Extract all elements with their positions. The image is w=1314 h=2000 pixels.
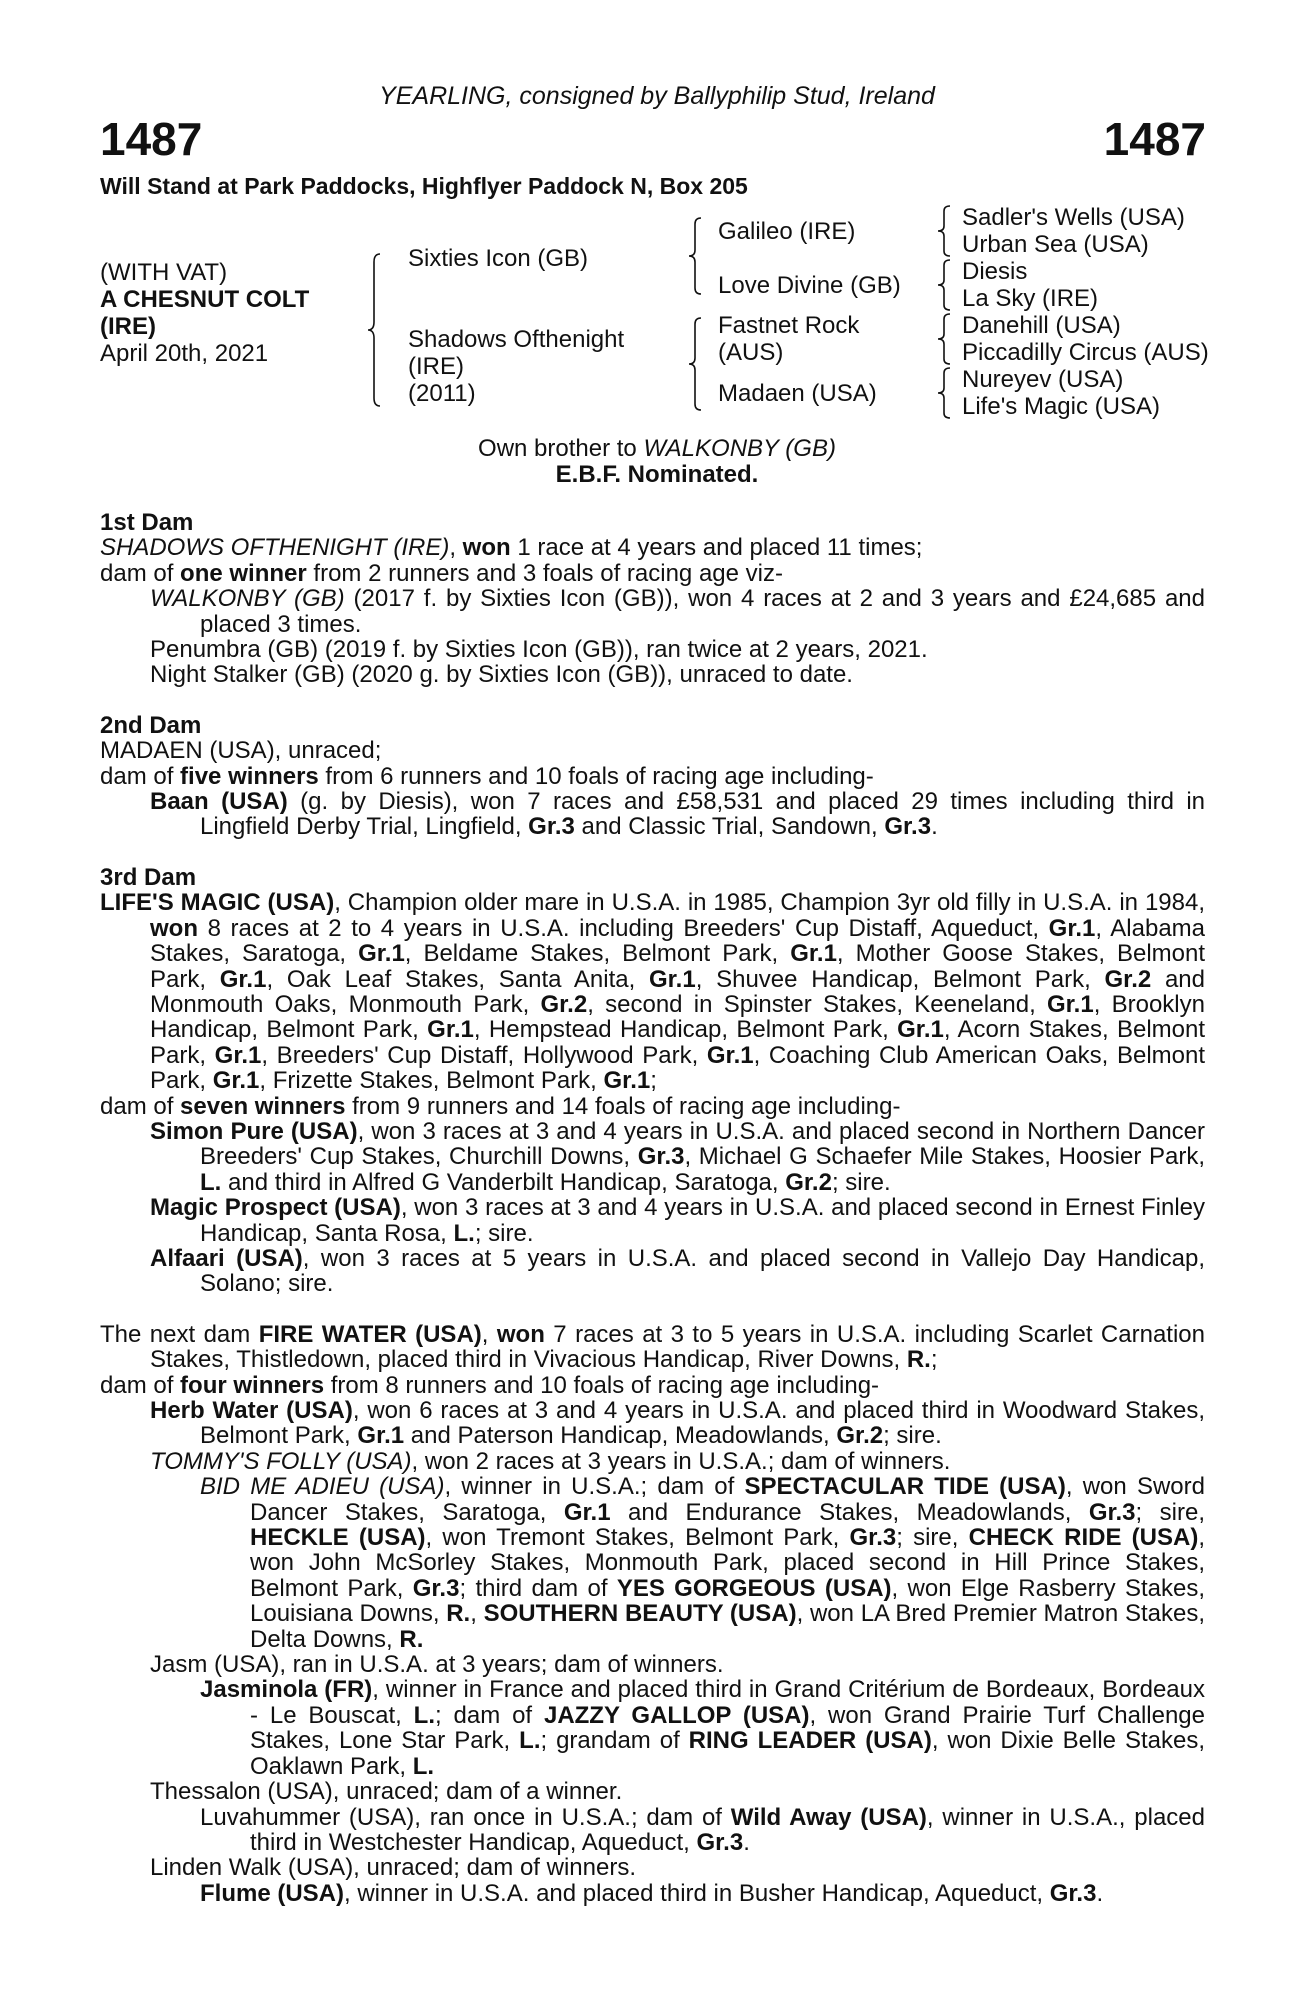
- bold-text-run: Gr.1: [790, 940, 837, 968]
- text-run: .: [931, 813, 938, 841]
- text-run: 7 races at 3 to 5 years in U.S.A. including Scarlet Carnation Stakes, Thistledown, placed third in Vivacious Handicap, River Downs,: [150, 1320, 1205, 1374]
- text-run: , Brooklyn Handicap, Belmont Park,: [150, 990, 1205, 1044]
- text-run: dam of: [100, 1371, 181, 1399]
- second-dam-record: [100, 738, 1205, 763]
- bold-text-run: L.: [412, 1752, 435, 1780]
- text-run: , winner in U.S.A. and placed third in Busher Handicap, Aqueduct,: [344, 1879, 1050, 1907]
- text-run: , winner in U.S.A., placed third in Westchester Handicap, Aqueduct,: [250, 1803, 1205, 1856]
- bold-text-run: Gr.1: [1048, 914, 1096, 942]
- second-dam-produce-item: [100, 789, 1205, 840]
- text-run: from 9 runners and 14 foals of racing age including-: [345, 1092, 901, 1120]
- text-run: Jasm (USA), ran in U.S.A. at 3 years; dam of winners.: [150, 1651, 724, 1679]
- next-dam-produce-item: [100, 1779, 1205, 1804]
- pedigree-bracket-galileo: [940, 204, 954, 258]
- text-run: , won Sword Dancer Stakes, Saratoga,: [250, 1473, 1205, 1526]
- next-dam-record: [100, 1322, 1205, 1373]
- text-run: ; sire,: [1135, 1498, 1206, 1526]
- text-run: , Hempstead Handicap, Belmont Park,: [473, 1016, 898, 1044]
- pedigree-sire-sire: Galileo (IRE): [718, 218, 856, 245]
- pedigree-dam-country: (IRE): [408, 353, 464, 380]
- bold-text-run: Gr.1: [649, 965, 696, 993]
- text-run: Linden Walk (USA), unraced; dam of winners.: [150, 1854, 636, 1882]
- pedigree-g3-5: Danehill (USA): [962, 312, 1121, 339]
- bold-text-run: Gr.2: [1104, 965, 1152, 993]
- pedigree-g3-7: Nureyev (USA): [962, 366, 1124, 393]
- text-run: , won 2 races at 3 years in U.S.A.; dam of winners.: [411, 1447, 951, 1475]
- text-run: , winner in U.S.A.; dam of: [444, 1473, 745, 1501]
- pedigree-bracket-madaen: [940, 366, 954, 420]
- bold-text-run: LIFE'S MAGIC (USA): [100, 889, 335, 917]
- italic-text-run: TOMMY'S FOLLY (USA): [150, 1447, 412, 1475]
- text-run: ;: [650, 1067, 657, 1095]
- text-run: , second in Spinster Stakes, Keeneland,: [587, 990, 1047, 1018]
- bold-text-run: Gr.3: [528, 813, 575, 841]
- bold-text-run: Gr.3: [1049, 1879, 1097, 1907]
- next-dam-produce-item: [100, 1474, 1205, 1652]
- bold-text-run: Gr.1: [212, 1067, 260, 1095]
- text-run: , Coaching Club American Oaks, Belmont Park,: [150, 1041, 1206, 1095]
- pedigree-sire: Sixties Icon (GB): [408, 245, 589, 272]
- text-run: , Mother Goose Stakes, Belmont Park,: [150, 940, 1206, 993]
- text-run: dam of: [100, 559, 181, 587]
- text-run: , won Grand Prairie Turf Challenge Stakes, Lone Star Park,: [250, 1701, 1206, 1755]
- bold-text-run: Gr.1: [357, 1422, 405, 1450]
- next-dam-produce-item: [100, 1855, 1205, 1880]
- text-run: Thessalon (USA), unraced; dam of a winner.: [150, 1778, 623, 1806]
- italic-text-run: WALKONBY (GB): [150, 585, 345, 613]
- first-dam-produce-summary: [100, 561, 1205, 586]
- bold-text-run: Flume (USA): [200, 1879, 344, 1907]
- text-run: , won Dixie Belle Stakes, Oaklawn Park,: [250, 1727, 1205, 1780]
- bold-text-run: Gr.1: [427, 1016, 474, 1044]
- bold-text-run: CHECK RIDE (USA): [968, 1524, 1199, 1552]
- third-dam-produce-summary: [100, 1094, 1205, 1119]
- bold-text-run: Gr.3: [884, 813, 932, 841]
- third-dam-heading: 3rd Dam: [100, 863, 197, 891]
- bold-text-run: L.: [200, 1168, 222, 1196]
- bold-text-run: Gr.1: [219, 965, 267, 993]
- bold-text-run: FIRE WATER (USA): [258, 1320, 482, 1348]
- text-run: , won Elge Rasberry Stakes, Louisiana Downs,: [250, 1574, 1205, 1628]
- foaling-date: April 20th, 2021: [100, 340, 269, 367]
- pedigree-sire-dam: Love Divine (GB): [718, 272, 901, 299]
- bold-text-run: won: [150, 914, 198, 942]
- bold-text-run: YES GORGEOUS (USA): [616, 1574, 892, 1602]
- text-run: , Oak Leaf Stakes, Santa Anita,: [266, 965, 649, 993]
- text-run: ; sire.: [474, 1219, 534, 1247]
- italic-text-run: SHADOWS OFTHENIGHT (IRE): [100, 534, 450, 562]
- text-run: , Frizette Stakes, Belmont Park,: [259, 1067, 604, 1095]
- bold-text-run: won: [496, 1320, 545, 1348]
- text-run: , won 3 races at 3 and 4 years in U.S.A. and placed second in Ernest Finley Handicap, Santa Rosa,: [200, 1194, 1205, 1247]
- bold-text-run: one winner: [180, 559, 307, 587]
- text-run: (2017 f. by Sixties Icon (GB)), won 4 races at 2 and 3 years and £24,685 and placed 3 times.: [200, 585, 1205, 638]
- bold-text-run: Alfaari (USA): [150, 1244, 303, 1272]
- bold-text-run: Gr.1: [897, 1016, 944, 1044]
- bold-text-run: Gr.2: [836, 1422, 884, 1450]
- text-run: from 2 runners and 3 foals of racing age viz-: [306, 559, 783, 587]
- pedigree-bracket-sire: [691, 216, 707, 296]
- bold-text-run: R.: [446, 1600, 471, 1628]
- own-brother-prefix: Own brother to: [478, 435, 644, 462]
- bold-text-run: HECKLE (USA): [250, 1524, 426, 1552]
- bold-text-run: Simon Pure (USA): [150, 1117, 358, 1145]
- pedigree-g3-6: Piccadilly Circus (AUS): [962, 339, 1209, 366]
- text-run: from 8 runners and 10 foals of racing age including-: [324, 1371, 880, 1399]
- pedigree-dam-dam: Madaen (USA): [718, 380, 877, 407]
- pedigree-bracket-love-divine: [940, 258, 954, 312]
- text-run: ,: [481, 1320, 497, 1348]
- text-run: , Michael G Schaefer Mile Stakes, Hoosier Park,: [684, 1143, 1205, 1171]
- next-dam-produce-item: [100, 1805, 1205, 1856]
- second-dam-produce-summary: [100, 764, 1205, 789]
- bold-text-run: L.: [413, 1701, 435, 1729]
- text-run: The next dam: [100, 1320, 259, 1348]
- text-run: ; grandam of: [540, 1727, 689, 1755]
- text-run: , won 6 races at 3 and 4 years in U.S.A. and placed third in Woodward Stakes, Belmont Park,: [200, 1397, 1206, 1450]
- text-run: Penumbra (GB) (2019 f. by Sixties Icon (GB)), ran twice at 2 years, 2021.: [150, 636, 928, 664]
- text-run: , Alabama Stakes, Saratoga,: [150, 914, 1206, 968]
- text-run: ; dam of: [435, 1701, 544, 1729]
- pedigree-g3-1: Sadler's Wells (USA): [962, 204, 1185, 231]
- next-dam-produce-item: [100, 1677, 1205, 1779]
- bold-text-run: L.: [453, 1219, 475, 1247]
- third-dam-produce-item: [100, 1246, 1205, 1297]
- bold-text-run: five winners: [180, 762, 319, 790]
- pedigree-dam: Shadows Ofthenight: [408, 326, 625, 353]
- bold-text-run: Gr.1: [563, 1498, 611, 1526]
- pedigree-dam-sire-country: (AUS): [718, 339, 784, 366]
- text-run: ; sire,: [896, 1524, 969, 1552]
- stabling-location: Will Stand at Park Paddocks, Highflyer Paddock N, Box 205: [100, 173, 748, 199]
- pedigree-g3-4: La Sky (IRE): [962, 285, 1099, 312]
- bold-text-run: Gr.3: [696, 1828, 744, 1856]
- text-run: and third in Alfred G Vanderbilt Handicap, Saratoga,: [221, 1168, 786, 1196]
- text-run: , winner in France and placed third in Grand Critérium de Bordeaux, Bordeaux - Le Bouscat,: [250, 1676, 1205, 1729]
- text-run: ; sire.: [831, 1168, 891, 1196]
- text-run: ,: [449, 534, 463, 562]
- bold-text-run: Gr.1: [603, 1067, 651, 1095]
- pedigree-bracket-gen1: [370, 250, 390, 410]
- first-dam-produce-item: [100, 637, 1205, 662]
- text-run: MADAEN (USA), unraced;: [100, 737, 382, 765]
- text-run: , won 3 races at 3 and 4 years in U.S.A. and placed second in Northern Dancer Breeders' Cup Stakes, Churchill Downs,: [200, 1117, 1206, 1171]
- pedigree-g3-8: Life's Magic (USA): [962, 393, 1160, 420]
- own-brother-name: WALKONBY (GB): [643, 435, 836, 462]
- next-dam-produce-item: [100, 1652, 1205, 1677]
- first-dam-record: [100, 535, 1205, 560]
- text-run: ; sire.: [883, 1422, 942, 1450]
- text-run: ,: [470, 1600, 484, 1628]
- pedigree-dam-sire: Fastnet Rock: [718, 312, 860, 339]
- text-run: from 6 runners and 10 foals of racing age including-: [318, 762, 874, 790]
- bold-text-run: R.: [906, 1346, 931, 1374]
- bold-text-run: Baan (USA): [150, 788, 288, 816]
- bold-text-run: Gr.1: [1046, 990, 1094, 1018]
- text-run: (g. by Diesis), won 7 races and £58,531 and placed 29 times including third in Lingfield Derby Trial, Lingfield,: [200, 788, 1206, 841]
- bold-text-run: Gr.1: [214, 1041, 262, 1069]
- text-run: .: [1096, 1879, 1104, 1907]
- bold-text-run: Wild Away (USA): [730, 1803, 927, 1831]
- bold-text-run: JAZZY GALLOP (USA): [543, 1701, 810, 1729]
- pedigree-bracket-dam: [691, 316, 707, 412]
- bold-text-run: four winners: [180, 1371, 325, 1399]
- bold-text-run: SOUTHERN BEAUTY (USA): [483, 1600, 797, 1628]
- first-dam-heading: 1st Dam: [100, 509, 194, 536]
- text-run: and Monmouth Oaks, Monmouth Park,: [150, 965, 1205, 1018]
- text-run: ;: [930, 1346, 938, 1374]
- next-dam-produce-item: [100, 1881, 1205, 1906]
- text-run: dam of: [100, 1092, 181, 1120]
- next-dam-produce-summary: [100, 1373, 1205, 1398]
- bold-text-run: Jasminola (FR): [200, 1676, 373, 1704]
- text-run: , Shuvee Handicap, Belmont Park,: [695, 965, 1105, 993]
- bold-text-run: Gr.3: [637, 1143, 685, 1171]
- third-dam-record: [100, 890, 1205, 1093]
- pedigree-g3-3: Diesis: [962, 258, 1028, 285]
- bold-text-run: L.: [519, 1727, 541, 1755]
- bold-text-run: SPECTACULAR TIDE (USA): [744, 1473, 1066, 1501]
- consignor-line: YEARLING, consigned by Ballyphilip Stud, Ireland: [379, 82, 935, 110]
- bold-text-run: Gr.1: [706, 1041, 754, 1069]
- bold-text-run: Gr.2: [540, 990, 588, 1018]
- text-run: and Paterson Handicap, Meadowlands,: [404, 1422, 837, 1450]
- lot-number-left: 1487: [100, 113, 203, 165]
- first-dam-produce-item: [100, 586, 1205, 637]
- text-run: Night Stalker (GB) (2020 g. by Sixties Icon (GB)), unraced to date.: [150, 661, 853, 689]
- text-run: , won LA Bred Premier Matron Stakes, Delta Downs,: [250, 1600, 1205, 1653]
- pedigree-bracket-fastnet-rock: [940, 312, 954, 366]
- own-brother-note: [0, 436, 1314, 462]
- text-run: , Beldame Stakes, Belmont Park,: [404, 940, 791, 968]
- text-run: , won John McSorley Stakes, Monmouth Park, placed second in Hill Prince Stakes, Belmont Park,: [250, 1524, 1206, 1602]
- text-run: , Breeders' Cup Distaff, Hollywood Park,: [261, 1041, 707, 1069]
- first-dam-produce-item: [100, 662, 1205, 687]
- next-dam-produce-item: [100, 1449, 1205, 1474]
- next-dam-produce-item: [100, 1398, 1205, 1449]
- horse-name-country: (IRE): [100, 313, 156, 340]
- bold-text-run: RING LEADER (USA): [688, 1727, 932, 1755]
- pedigree-dam-year: (2011): [408, 380, 476, 407]
- text-run: ; third dam of: [459, 1574, 617, 1602]
- text-run: and Classic Trial, Sandown,: [574, 813, 885, 841]
- bold-text-run: Gr.2: [785, 1168, 832, 1196]
- text-run: , won Tremont Stakes, Belmont Park,: [425, 1524, 850, 1552]
- lot-number-right: 1487: [1103, 113, 1206, 165]
- horse-name: A CHESNUT COLT: [100, 286, 310, 313]
- second-dam-heading: 2nd Dam: [100, 711, 202, 739]
- ebf-note: E.B.F. Nominated.: [555, 461, 759, 488]
- bold-text-run: Magic Prospect (USA): [150, 1194, 401, 1222]
- bold-text-run: Gr.3: [849, 1524, 897, 1552]
- text-run: .: [743, 1828, 750, 1856]
- third-dam-produce-item: [100, 1195, 1205, 1246]
- bold-text-run: R.: [399, 1625, 424, 1653]
- text-run: and Endurance Stakes, Meadowlands,: [610, 1498, 1089, 1526]
- text-run: , Acorn Stakes, Belmont Park,: [150, 1016, 1206, 1069]
- vat-note: (WITH VAT): [100, 259, 228, 286]
- text-run: , won 3 races at 5 years in U.S.A. and placed second in Vallejo Day Handicap, Solano; sire.: [200, 1244, 1205, 1298]
- third-dam-produce-item: [100, 1119, 1205, 1195]
- pedigree-g3-2: Urban Sea (USA): [962, 231, 1149, 258]
- text-run: 1 race at 4 years and placed 11 times;: [510, 534, 923, 562]
- bold-text-run: Gr.3: [1088, 1498, 1136, 1526]
- bold-text-run: seven winners: [180, 1092, 346, 1120]
- text-run: dam of: [100, 762, 181, 790]
- text-run: 8 races at 2 to 4 years in U.S.A. including Breeders' Cup Distaff, Aqueduct,: [198, 914, 1049, 942]
- bold-text-run: Gr.3: [412, 1574, 460, 1602]
- bold-text-run: Gr.1: [358, 940, 405, 968]
- text-run: , Champion older mare in U.S.A. in 1985, Champion 3yr old filly in U.S.A. in 1984,: [334, 889, 1206, 917]
- bold-text-run: Herb Water (USA): [150, 1397, 353, 1424]
- catalogue-body: [100, 510, 1205, 1906]
- text-run: Luvahummer (USA), ran once in U.S.A.; dam of: [200, 1803, 731, 1831]
- italic-text-run: BID ME ADIEU (USA): [200, 1473, 445, 1501]
- bold-text-run: won: [462, 534, 511, 562]
